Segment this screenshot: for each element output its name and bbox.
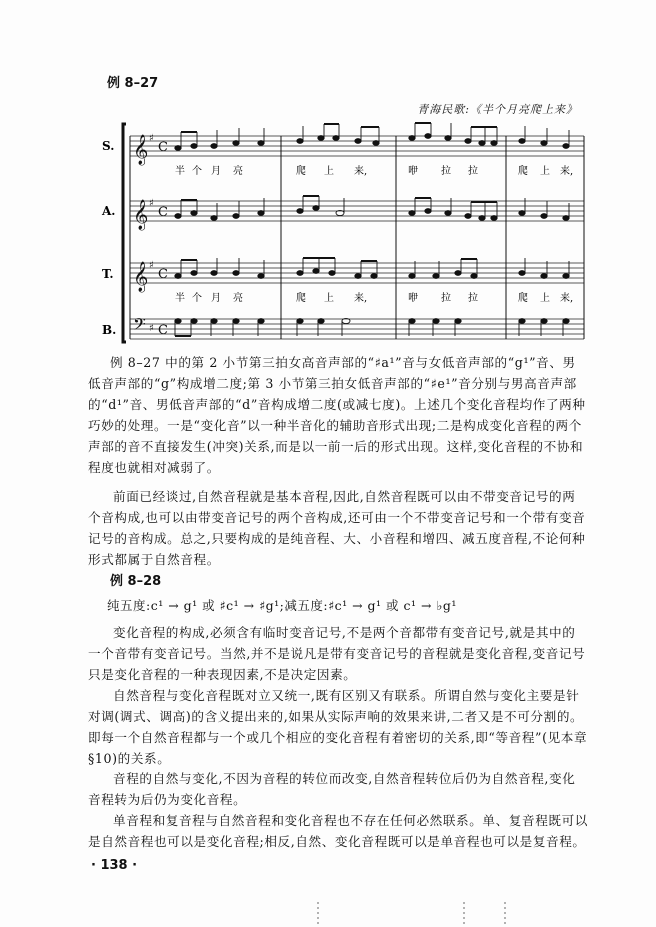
page-number: · 138 ·: [91, 858, 138, 873]
staff-bass: [130, 319, 584, 339]
lyric-syllable: 咿: [408, 293, 418, 304]
lyric-syllable: 爬: [296, 166, 306, 177]
system-bracket: [123, 124, 126, 342]
body-paragraph: 变化音程的构成,必须含有临时变音记号,不是两个音都带有变音记号,就是其中的一个音带有变音记号。当然,并不是说凡是带有变音记号的音程就是变化音程,变音记号只是变化音程的一种表现因素,不是决定因素。: [88, 625, 586, 682]
treble-clef-icon: 𝄞: [133, 135, 149, 165]
lyric-syllable: 上: [540, 293, 550, 304]
notes: [175, 123, 569, 336]
staff-alto: [130, 201, 584, 221]
clefs: [133, 133, 168, 338]
voice-label-b: B.: [102, 323, 117, 337]
body-paragraph: 自然音程与变化音程既对立又统一,既有区别又有联系。所谓自然与变化主要是针对调(调式、调高)的含义提出来的,如果从实际声响的效果来讲,二者又是不可分割的。即每一个自然音程都与一个或几个相应的变化音程有着密切的关系,即“等音程”(见本章§10)的关系。: [88, 688, 588, 766]
body-paragraph: 例 8–27 中的第 2 小节第三拍女高音声部的“♯a¹”音与女低音声部的“g¹”音、男低音声部的“g”构成增二度;第 3 小节第三拍女低音声部的“♯e¹”音分别与男高音声部的“d¹”音、男低音声部的“d”音构成增二度(或减七度)。上述几个变化音程均作了两种巧妙的处理。一是“变化音”以一种半音化的辅助音形式出现;二是构成变化音程的两个声部的音不直接发生(冲突)关系,而是以一前一后的形式出现。这样,变化音程的不协和程度也就相对减弱了。: [88, 355, 586, 475]
voice-label-t: T.: [102, 267, 114, 281]
bass-clef-icon: 𝄢: [133, 314, 146, 338]
interval-formula: 纯五度:c¹ → g¹ 或 ♯c¹ → ♯g¹;减五度:♯c¹ → g¹ 或 c¹ → ♭g¹: [107, 598, 457, 613]
lyric-syllable: 半: [175, 166, 185, 177]
lyric-syllable: 个: [192, 166, 202, 177]
scan-edge-marks: [0, 900, 656, 927]
sharp-icon: ♯: [149, 323, 154, 334]
sharp-icon: ♯: [149, 133, 154, 144]
body-paragraph: 音程的自然与变化,不因为音程的转位而改变,自然音程转位后仍为自然音程,变化音程转为后仍为变化音程。: [88, 771, 576, 807]
lyric-syllable: 来,: [354, 293, 368, 304]
voice-label-s: S.: [102, 139, 115, 153]
voice-label-a: A.: [102, 204, 116, 218]
example-label-8-28: 例 8–28: [110, 574, 162, 589]
lyric-syllable: 月: [211, 166, 221, 177]
lyrics-tenor: [175, 291, 573, 304]
lyric-syllable: 月: [211, 293, 221, 304]
lyric-syllable: 来,: [560, 293, 574, 304]
lyric-syllable: 亮: [233, 293, 243, 304]
lyric-syllable: 上: [540, 166, 550, 177]
body-paragraph: 单音程和复音程与自然音程和变化音程也不存在任何必然联系。单、复音程既可以是自然音程也可以是变化音程;相反,自然、变化音程既可以是单音程也可以是复音程。: [88, 813, 588, 849]
lyric-syllable: 上: [324, 166, 334, 177]
lyric-syllable: 来,: [354, 166, 368, 177]
sharp-icon: ♯: [149, 198, 154, 209]
music-score: [96, 118, 586, 348]
common-time-icon: C: [158, 205, 168, 220]
lyric-syllable: 咿: [408, 166, 418, 177]
common-time-icon: C: [158, 267, 168, 282]
song-source: 青海民歌:《半个月亮爬上来》: [417, 103, 578, 116]
lyric-syllable: 爬: [518, 293, 528, 304]
body-paragraph: 前面已经谈过,自然音程就是基本音程,因此,自然音程既可以由不带变音记号的两个音构成,也可以由带变音记号的两个音构成,还可由一个不带变音记号和一个带有变音记号的音构成。总之,只要构成的是纯音程、大、小音程和增四、减五度音程,不论何种形式都属于自然音程。: [88, 489, 586, 567]
lyric-syllable: 个: [192, 293, 202, 304]
common-time-icon: C: [158, 323, 168, 338]
treble-clef-icon: 𝄞: [133, 262, 149, 292]
lyric-syllable: 来,: [560, 166, 574, 177]
example-label-8-27: 例 8–27: [107, 76, 159, 91]
lyric-syllable: 亮: [233, 166, 243, 177]
lyric-syllable: 爬: [518, 166, 528, 177]
lyric-syllable: 爬: [296, 293, 306, 304]
lyric-syllable: 拉: [468, 293, 478, 304]
lyric-syllable: 拉: [441, 293, 451, 304]
lyric-syllable: 拉: [468, 166, 478, 177]
staff-tenor: [130, 263, 584, 283]
lyric-syllable: 半: [175, 293, 185, 304]
lyric-syllable: 上: [324, 293, 334, 304]
lyric-syllable: 拉: [441, 166, 451, 177]
common-time-icon: C: [158, 140, 168, 155]
lyrics-soprano: [175, 164, 573, 177]
sharp-icon: ♯: [149, 260, 154, 271]
treble-clef-icon: 𝄞: [133, 200, 149, 230]
